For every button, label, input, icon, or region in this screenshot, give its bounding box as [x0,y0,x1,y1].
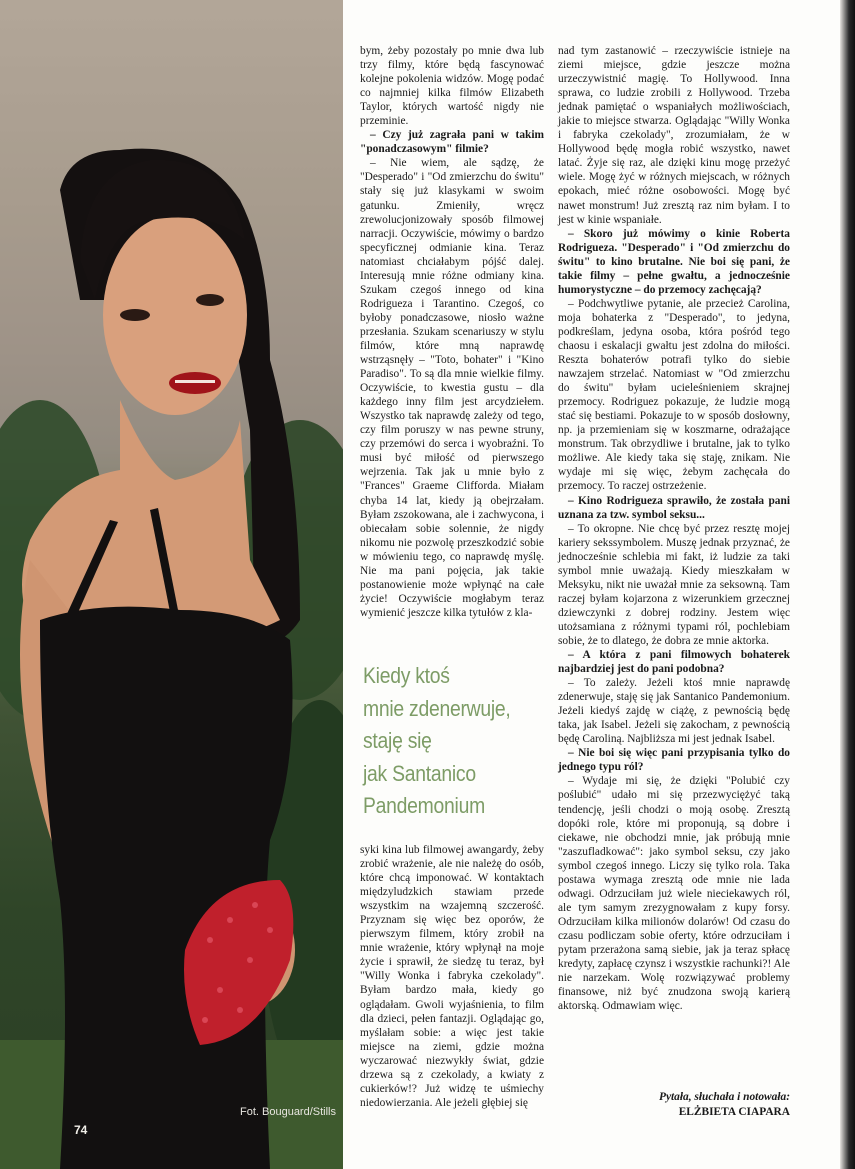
interview-question: – Kino Rodrigueza sprawiło, że została pani uznana za tzw. symbol seksu... [558,494,790,521]
paragraph: – Podchwytliwe pytanie, ale przecież Carolina, moja bohaterka z "Desperado", to jedyna, podkreślam, jedyna osoba, która pośród tego chaosu i eskalacji gwałtu jest zdolna do miłości. Reszta bohaterów potrafi tylko do siebie nawzajem strzelać. Natomiast w "Od zmierzchu do świtu" byłam ucieleśnieniem skrajnej przemocy. Rodriguez pokazuje, że ludzie mogą stać się bestiami. Pokazuje to w sposób dosłowny, np. ja przemieniam się w koszmarne, odrażające monstrum. Tak obrzydliwe i brutalne, jak to tylko możliwe. Ale kiedy taka się staję, znikam. Nie wydaje mi się więc, żebym zachęcała do przemocy. To raczej ostrzeżenie. [558,297,790,493]
pull-quote-line: staję się [363,728,432,753]
paragraph: – To okropne. Nie chcę być przez resztę mojej kariery sekssymbolem. Muszę jednak przyznać, że jednocześnie schlebia mi fakt, iż ludzie za taki symbol mnie uważają. Kiedy mieszkałam w Meksyku, nikt nie uważał mnie za seksowną. Tam raczej byłam kojarzona z wizerunkiem grzecznej dziewczynki z dobrej rodziny. Jestem więc utożsamiana z różnymi typami ról, pochlebiam sobie, że to dlatego, że dobra ze mnie aktorka. [558,522,790,647]
portrait-photo [0,0,343,1169]
column-1-bottom [360,843,544,1110]
page-number: 74 [74,1123,88,1137]
pull-quote-line: Kiedy ktoś [363,663,450,688]
paragraph: syki kina lub filmowej awangardy, żeby zrobić wrażenie, ale nie należę do osób, które chcą imponować. W kontaktach międzyludzkich stawiam przede wszystkim na wzajemną szczerość. Przyznam się więc bez oporów, że pierwszym filmem, który zrobił na mnie wrażenie, który wpłynął na moje życie i sprawił, że siedzę tu teraz, był "Willy Wonka i fabryka czekolady". Byłam bardzo mała, kiedy go oglądałam. Gwoli wyjaśnienia, to film dla dzieci, pełen fantazji. Oglądając go, myślałam sobie: a więc jest takie miejsce na ziemi, gdzie można wyczarować niezwykły świat, gdzie drzewa są z czekolady, a kwiaty z cukierków!? Już widzę te uśmiechy niedowierzania. Ale jeżeli głębiej się [360,844,544,1109]
photo-credit: Fot. Bouguard/Stills [240,1106,336,1118]
paragraph: bym, żeby pozostały po mnie dwa lub trzy filmy, które będą fascynować kolejne pokolenia widzów. Mogę podać co najmniej kilka filmów Elizabeth Taylor, których wartość nigdy nie przeminie. [360,45,544,128]
author-signature [560,1090,790,1119]
paragraph: nad tym zastanowić – rzeczywiście istnieje na ziemi miejsce, gdzie jeszcze można urzeczywistnić magię. To Hollywood. Inna sprawa, co ludzie zrobili z Hollywood. Trzeba jednak pamiętać o wspaniałych możliwościach, jakie to miejsce stwarza. Oglądając "Willy Wonka i fabryka czekolady", zrozumiałam, że w Hollywood będę mogła robić wszystko, nawet latać. Żyje się raz, ale dzięki kinu mogę przeżyć wiele. Mogę żyć w różnych miejscach, w różnych epokach, mieć różne osobowości. Mogę być nawet monstrum! Już zresztą raz nim byłam. I to jest w kinie wspaniałe. [558,45,790,226]
pull-quote [363,660,523,823]
paragraph: – Wydaje mi się, że dzięki "Polubić czy poślubić" udało mi się przezwyciężyć taką tendencję, jeśli chodzi o moją osobę. Zresztą dopóki role, które mi proponują, są dobre i ciekawe, nie obchodzi mnie, jak próbują mnie "zaszufladkować": jako symbol seksu, czy jako symbol czegoś innego. Liczy się tylko rola. Taka postawa wymaga zresztą ode mnie nie lada odwagi. Odrzuciłam już wiele nieciekawych ról, ale tym samym zrezygnowałam z kupy forsy. Odrzuciłam kilka milionów dolarów! Od czasu do czasu podliczam sobie oferty, które odrzuciłam i pytam przerażona samą siebie, jak ja teraz spłacę kredyty, zapłacę czynsz i wszystkie rachunki?! Ale nie narzekam. Wolę rozwiązywać problemy finansowe, niż być znudzona swoją karierą aktorską. Odmawiam więc. [558,775,790,1013]
interview-question: – Nie boi się więc pani przypisania tylko do jednego typu ról? [558,747,790,774]
pull-quote-line: Pandemonium [363,793,485,818]
page-edge [840,0,855,1169]
author-name: ELŻBIETA CIAPARA [678,1105,790,1118]
portrait-illustration [0,0,343,1169]
interview-question: – A która z pani filmowych bohaterek najbardziej jest do pani podobna? [558,649,790,676]
interview-question: – Czy już zagrała pani w takim "ponadczasowym" filmie? [360,129,544,156]
column-1-top [360,44,544,620]
pull-quote-line: jak Santanico [363,760,476,786]
column-2 [558,44,790,1013]
pull-quote-line: mnie zdenerwuje, [363,695,511,721]
signature-line: Pytała, słuchała i notowała: [658,1091,790,1103]
paragraph: – Nie wiem, ale sądzę, że "Desperado" i "Od zmierzchu do świtu" stały się już klasykami w swoim gatunku. Zmieniły, wręcz zrewolucjonizowały sposób filmowej narracji. Oczywiście, mówimy o bardzo specyficznej odmianie kina. Teraz natomiast chciałabym pójść dalej. Interesują mnie różne odmiany kina. Szukam czegoś innego od kina Rodrigueza i Tarantino. Czegoś, co byłoby ponadczasowe, niosło ważne przesłania. Szukam scenariuszy w stylu filmów, które mną naprawdę wstrząsnęły – "Toto, bohater" i "Kino Paradiso". To są dla mnie wielkie filmy. Oczywiście, to kwestia gustu – dla każdego inny film jest arcydziełem. Wszystko tak naprawdę zależy od tego, czy film poruszy w nas pewne struny, czy przemówi do serca i wyobraźni. To musi być miłość od pierwszego wejrzenia. Tak jak u mnie było z "Frances" Graeme Clifforda. Miałam chyba 14 lat, kiedy ją obejrzałam. Byłam zszokowana, ale i zachwycona, i obiecałam sobie solennie, że nigdy nikomu nie pozwolę przeszkodzić sobie w mówieniu tego, co naprawdę myślę. Nie ma pani pojęcia, jak takie postanowienie może wpłynąć na całe życie! Oczywiście mogłabym teraz wymienić jeszcze kilka tytułów z kla- [360,157,544,619]
paragraph: – To zależy. Jeżeli ktoś mnie naprawdę zdenerwuje, staję się jak Santanico Pandemonium. Jeżeli kiedyś zajdę w ciążę, z pewnością będę taka, jak Isabel. Jeżeli się zakocham, z pewnością będę Caroliną. Najbliższa mi jest jednak Isabel. [558,677,790,746]
interview-question: – Skoro już mówimy o kinie Roberta Rodrigueza. "Desperado" i "Od zmierzchu do świtu" to kino brutalne. Nie boi się pani, że takie filmy – pełne gwałtu, a jednocześnie humorystyczne – do przemocy zachęcają? [558,227,790,296]
